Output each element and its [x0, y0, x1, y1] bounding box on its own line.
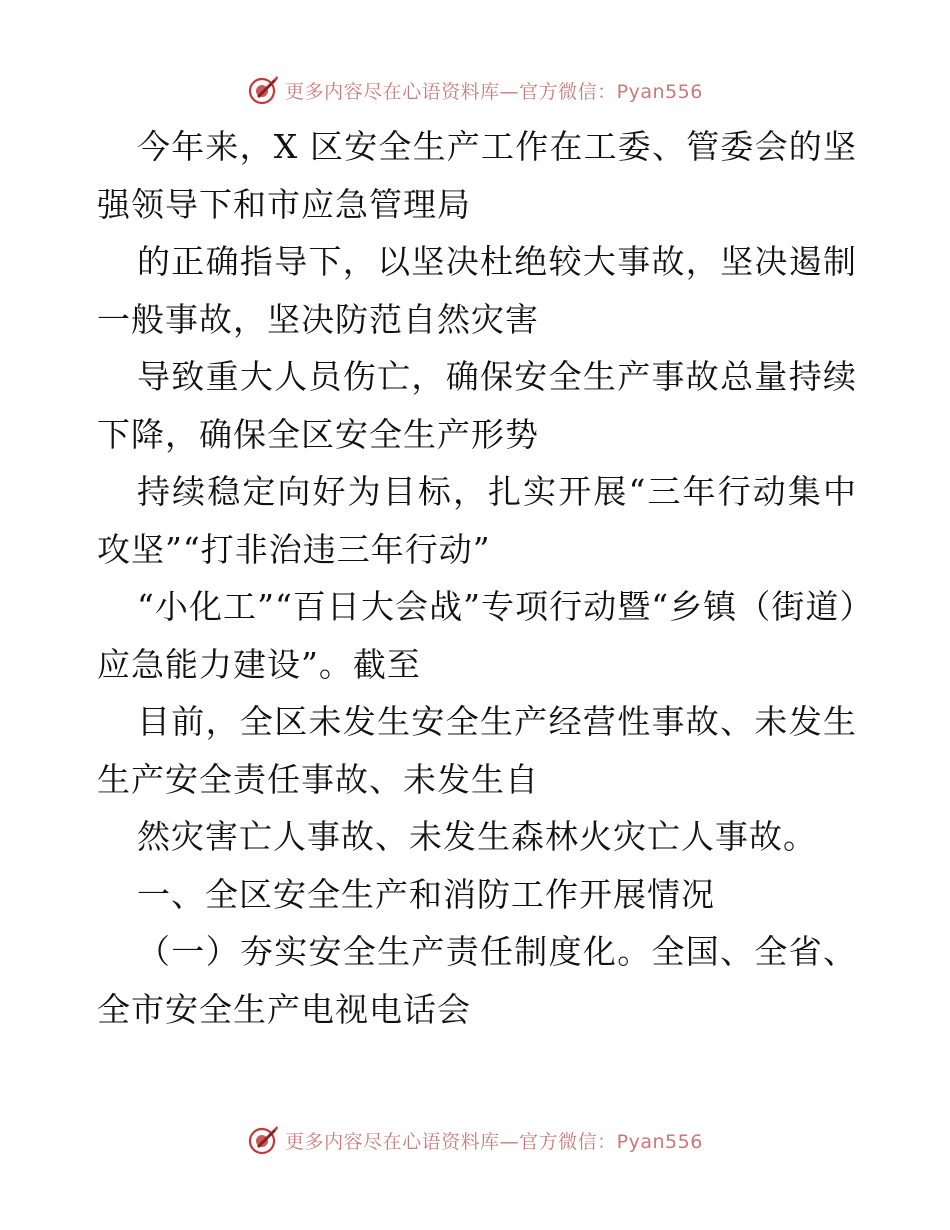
- watermark-header: [0, 72, 950, 108]
- paragraph-6: 目前，全区未发生安全生产经营性事故、未发生生产安全责任事故、未发生自: [97, 702, 857, 799]
- quill-pen-seal-icon: [247, 1124, 279, 1156]
- watermark-text: 更多内容尽在心语资料库—官方微信：Pyan556: [285, 1130, 703, 1153]
- section-heading-1: 一、全区安全生产和消防工作开展情况: [137, 874, 715, 914]
- watermark-footer: [0, 1122, 950, 1158]
- paragraph-1: 今年来，X 区安全生产工作在工委、管委会的坚强领导下和市应急管理局: [97, 127, 857, 224]
- paragraph-3: 导致重大人员伤亡，确保安全生产事故总量持续下降，确保全区安全生产形势: [97, 357, 857, 454]
- watermark-text: 更多内容尽在心语资料库—官方微信：Pyan556: [285, 80, 703, 103]
- paragraph-8: （一）夯实安全生产责任制度化。全国、全省、全市安全生产电视电话会: [97, 932, 857, 1029]
- paragraph-7: 然灾害亡人事故、未发生森林火灾亡人事故。: [137, 817, 817, 856]
- paragraph-5: “小化工”“百日大会战”专项行动暨“乡镇（街道）应急能力建设”。截至: [97, 587, 857, 684]
- document-body: [97, 118, 857, 1038]
- quill-pen-seal-icon: [247, 74, 279, 106]
- paragraph-4: 持续稳定向好为目标，扎实开展“三年行动集中攻坚”“打非治违三年行动”: [97, 472, 857, 569]
- paragraph-2: 的正确指导下，以坚决杜绝较大事故，坚决遏制一般事故，坚决防范自然灾害: [97, 242, 857, 339]
